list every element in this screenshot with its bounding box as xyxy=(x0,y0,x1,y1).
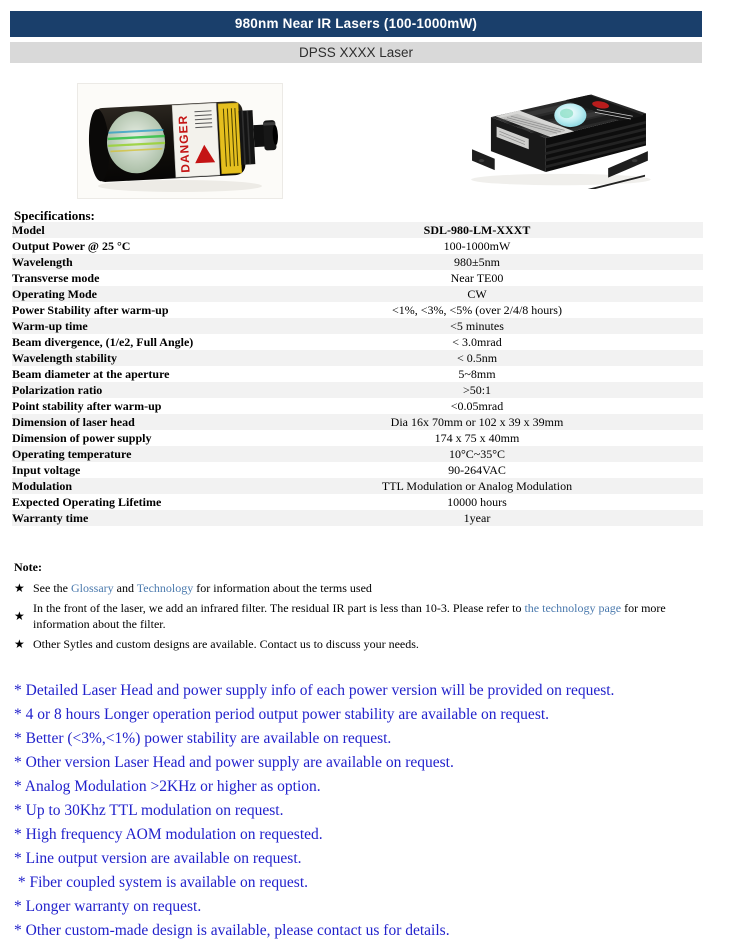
note-heading: Note: xyxy=(14,560,42,574)
spec-label: Polarization ratio xyxy=(12,383,103,397)
table-row xyxy=(12,382,703,398)
spec-value: 90-264VAC xyxy=(448,463,506,477)
spec-value: 1year xyxy=(463,511,491,525)
spec-value: < 0.5nm xyxy=(456,351,498,365)
laser-module-photo xyxy=(453,85,665,189)
laser-head-body xyxy=(87,99,280,183)
laser-head-image xyxy=(78,84,282,198)
table-row xyxy=(12,478,703,494)
spec-label: Power Stability after warm-up xyxy=(12,303,169,317)
note-text xyxy=(33,580,720,596)
footnote-item: * Better (<3%,<1%) power stability are available on request. xyxy=(14,730,392,747)
footnote-item: * Other custom-made design is available, please contact us for details. xyxy=(14,922,450,939)
table-row xyxy=(12,430,703,446)
table-row xyxy=(12,286,703,302)
note-item xyxy=(14,636,720,652)
spec-value: 100-1000mW xyxy=(443,239,511,253)
spec-label: Output Power @ 25 °C xyxy=(12,239,131,253)
table-row xyxy=(12,318,703,334)
aperture-nozzle xyxy=(239,109,280,165)
spec-value: <5 minutes xyxy=(450,319,504,333)
footnote-item: * Line output version are available on request. xyxy=(14,850,302,867)
spec-value: CW xyxy=(467,287,487,301)
specifications-table xyxy=(12,222,703,526)
note-text-part: Other Sytles and custom designs are available. Contact us to discuss your needs. xyxy=(33,637,419,651)
footnote-list xyxy=(14,679,734,943)
star-bullet-icon: ★ xyxy=(14,581,25,595)
spec-value: 10°C~35°C xyxy=(448,447,506,461)
spec-value: 174 x 75 x 40mm xyxy=(434,431,520,445)
spec-value: <0.05mrad xyxy=(450,399,504,413)
table-row xyxy=(12,446,703,462)
table-row xyxy=(12,222,703,238)
spec-label: Wavelength stability xyxy=(12,351,118,365)
table-row xyxy=(12,254,703,270)
spec-value: 980±5nm xyxy=(454,255,500,269)
spec-label: Input voltage xyxy=(12,463,81,477)
note-section xyxy=(14,559,720,652)
spec-value: SDL-980-LM-XXXT xyxy=(423,223,531,237)
note-text xyxy=(33,600,720,632)
spec-label: Warranty time xyxy=(12,511,89,525)
note-text xyxy=(33,636,720,652)
note-text-part: for information about the terms used xyxy=(193,581,372,595)
spec-value: TTL Modulation or Analog Modulation xyxy=(381,479,573,493)
table-row xyxy=(12,270,703,286)
star-bullet-icon: ★ xyxy=(14,637,25,651)
table-row xyxy=(12,462,703,478)
spec-value: Dia 16x 70mm or 102 x 39 x 39mm xyxy=(390,415,564,429)
spec-label: Transverse mode xyxy=(12,271,100,285)
note-text-part: and xyxy=(113,581,137,595)
spec-label: Operating temperature xyxy=(12,447,132,461)
spec-value: >50:1 xyxy=(462,383,492,397)
footnote-item: * High frequency AOM modulation on requested. xyxy=(14,826,323,843)
note-item xyxy=(14,580,720,596)
photo-shadow xyxy=(471,174,651,185)
note-text-part: for more information about the filter. xyxy=(33,601,666,631)
spec-label: Point stability after warm-up xyxy=(12,399,162,413)
spec-label: Dimension of laser head xyxy=(12,415,135,429)
note-link[interactable]: the technology page xyxy=(524,601,622,615)
table-row xyxy=(12,366,703,382)
spec-label: Expected Operating Lifetime xyxy=(12,495,162,509)
note-link[interactable]: Glossary xyxy=(71,581,114,595)
hologram-sticker xyxy=(554,103,586,127)
note-list xyxy=(14,580,720,652)
table-row xyxy=(12,350,703,366)
note-text-part: In the front of the laser, we add an infrared filter. The residual IR part is less than 10-3. Please refer to xyxy=(33,601,525,615)
spec-value: <1%, <3%, <5% (over 2/4/8 hours) xyxy=(392,303,562,317)
spec-label: Beam divergence, (1/e2, Full Angle) xyxy=(12,335,194,349)
star-bullet-icon: ★ xyxy=(14,609,25,623)
laser-head-photo xyxy=(78,84,282,198)
page-title: 980nm Near IR Lasers (100-1000mW) xyxy=(10,11,702,37)
table-row xyxy=(12,238,703,254)
specifications-heading: Specifications: xyxy=(14,208,95,223)
note-link[interactable]: Technology xyxy=(136,581,194,595)
svg-text:DANGER: DANGER xyxy=(175,114,193,174)
warning-label-yellow xyxy=(218,103,242,174)
table-row xyxy=(12,510,703,526)
photo-shadow xyxy=(98,180,262,192)
spec-label: Model xyxy=(12,223,45,237)
note-item xyxy=(14,600,720,632)
spec-label: Operating Mode xyxy=(12,287,97,301)
spec-label: Dimension of power supply xyxy=(12,431,152,445)
footnote-item: * Longer warranty on request. xyxy=(14,898,202,915)
table-row xyxy=(12,414,703,430)
footnote-item: * 4 or 8 hours Longer operation period output power stability are available on request. xyxy=(14,706,550,723)
spec-value: < 3.0mrad xyxy=(452,335,502,349)
table-row xyxy=(12,334,703,350)
spec-value: 5~8mm xyxy=(458,367,496,381)
spec-value: 10000 hours xyxy=(447,495,507,509)
note-text-part: See the xyxy=(33,581,71,595)
table-row xyxy=(12,398,703,414)
spec-value: Near TE00 xyxy=(450,271,504,285)
product-images-row xyxy=(0,63,734,209)
spec-label: Warm-up time xyxy=(12,319,88,333)
spec-label: Wavelength xyxy=(12,255,73,269)
footnote-item: * Analog Modulation >2KHz or higher as option. xyxy=(14,778,321,795)
footnote-item: * Detailed Laser Head and power supply info of each power version will be provided on request. xyxy=(14,682,615,699)
footnote-item: * Up to 30Khz TTL modulation on request. xyxy=(14,802,284,819)
page-subtitle: DPSS XXXX Laser xyxy=(10,42,702,63)
spec-label: Beam diameter at the aperture xyxy=(12,367,170,381)
laser-module-image xyxy=(453,85,665,189)
table-row xyxy=(12,494,703,510)
danger-label xyxy=(172,103,220,177)
footnote-item: * Other version Laser Head and power supply are available on request. xyxy=(14,754,454,771)
table-row xyxy=(12,302,703,318)
footnote-item: * Fiber coupled system is available on request. xyxy=(14,874,309,891)
spec-label: Modulation xyxy=(12,479,73,493)
